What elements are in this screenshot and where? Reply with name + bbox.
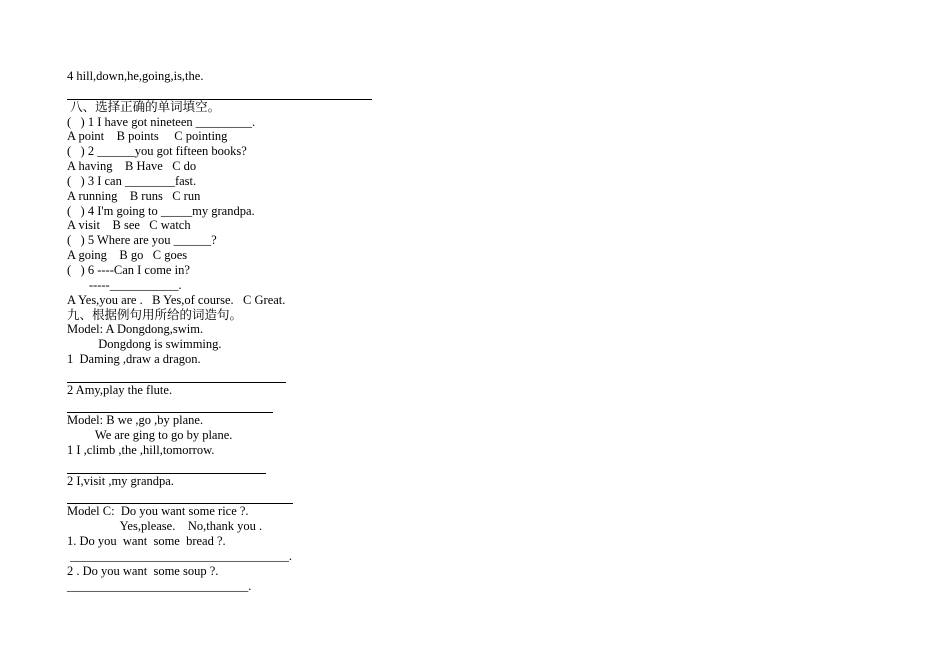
- question-options: A point B points C pointing: [67, 129, 228, 144]
- answer-line: [67, 489, 293, 505]
- answer-line: [67, 458, 266, 474]
- question-text: ( ) 2 ______you got fifteen books?: [67, 144, 247, 159]
- exercise-prompt: 1. Do you want some bread ?.: [67, 534, 226, 549]
- question-options: A going B go C goes: [67, 248, 188, 263]
- question-reply-blank: -----___________.: [67, 277, 182, 292]
- answer-line: [67, 84, 372, 100]
- question-options: A visit B see C watch: [67, 218, 191, 233]
- worksheet: [67, 69, 387, 594]
- model-b-prompt: Model: B we ,go ,by plane.: [67, 413, 204, 428]
- answer-line: [67, 367, 286, 383]
- exercise-prompt: 2 . Do you want some soup ?.: [67, 563, 219, 578]
- model-c-prompt: Model C: Do you want some rice ?.: [67, 504, 249, 519]
- model-a-answer: Dongdong is swimming.: [67, 337, 222, 352]
- question-options: A having B Have C do: [67, 159, 197, 174]
- exercise-prompt: 1 I ,climb ,the ,hill,tomorrow.: [67, 443, 215, 458]
- question-text: ( ) 3 I can ________fast.: [67, 173, 197, 188]
- answer-blank: ___________________________________.: [67, 549, 292, 563]
- question-options: A running B runs C run: [67, 188, 201, 203]
- question-text: ( ) 5 Where are you ______?: [67, 233, 217, 248]
- question-text: ( ) 6 ----Can I come in?: [67, 262, 190, 277]
- exercise-prompt: 2 Amy,play the flute.: [67, 382, 173, 397]
- question-text: ( ) 1 I have got nineteen _________.: [67, 114, 256, 129]
- section-9-heading: 九、根据例句用所给的词造句。: [67, 307, 243, 322]
- answer-line: [67, 398, 273, 414]
- model-c-answer: Yes,please. No,thank you .: [67, 519, 263, 534]
- model-b-answer: We are ging to go by plane.: [67, 428, 233, 443]
- exercise-prompt: 2 I,visit ,my grandpa.: [67, 473, 174, 488]
- model-a-prompt: Model: A Dongdong,swim.: [67, 322, 204, 337]
- question-4-line: 4 hill,down,he,going,is,the.: [67, 69, 204, 83]
- exercise-prompt: 1 Daming ,draw a dragon.: [67, 352, 201, 367]
- answer-blank: _____________________________.: [67, 578, 252, 593]
- question-options: A Yes,you are . B Yes,of course. C Great.: [67, 292, 286, 307]
- section-8-heading: 八、选择正确的单词填空。: [67, 99, 221, 114]
- question-text: ( ) 4 I'm going to _____my grandpa.: [67, 203, 255, 218]
